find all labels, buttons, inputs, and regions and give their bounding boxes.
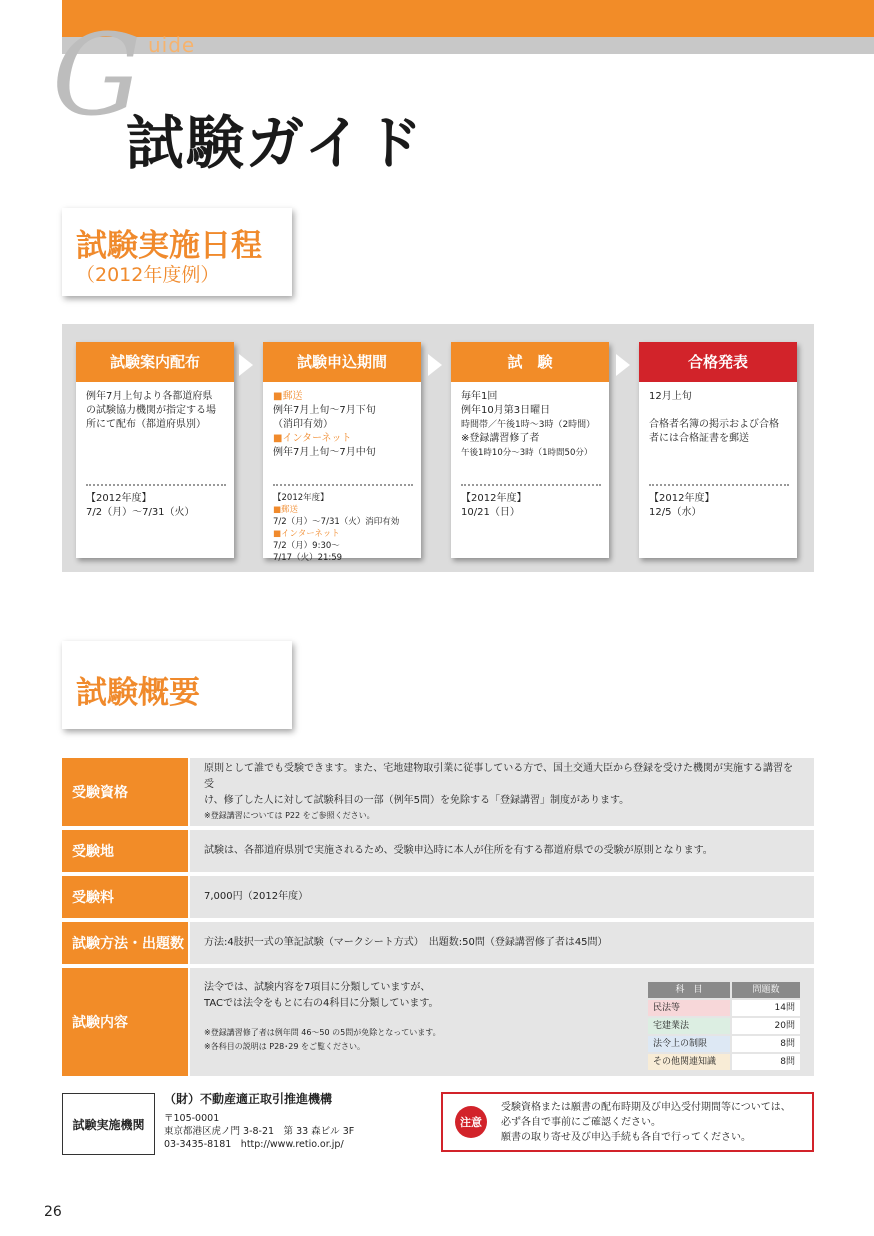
- card-text: 者には合格証書を郵送: [649, 433, 749, 444]
- card-footer: [273, 492, 418, 564]
- card-text: [649, 404, 794, 418]
- row-label: 試験内容: [62, 968, 188, 1076]
- notice-text: [501, 1100, 809, 1145]
- card-text: の試験協力機関が指定する場: [86, 405, 216, 416]
- card-footer: [86, 492, 231, 520]
- card-text: 12月上旬: [649, 391, 692, 402]
- overview-row-eligibility: [62, 758, 814, 826]
- table-row: [648, 1054, 800, 1070]
- overview-heading-box: [62, 641, 292, 729]
- card-heading: 試験申込期間: [263, 342, 421, 382]
- page-title: 試験ガイド: [126, 109, 425, 177]
- notice-line: 受験資格または願書の配布時期及び申込受付期間等については、: [501, 1102, 791, 1113]
- table-header: 問題数: [732, 982, 800, 998]
- count-cell: 14問: [732, 1000, 800, 1016]
- card-text: 合格者名簿の掲示および合格: [649, 419, 779, 430]
- subject-cell: 宅建業法: [648, 1018, 730, 1034]
- row-text: 方法:4肢択一式の筆記試験（マークシート方式） 出題数:50問（登録講習修了者は45問）: [204, 937, 608, 948]
- overview-row-location: [62, 830, 814, 872]
- schedule-card-results: [639, 342, 797, 558]
- organizer-label: 試験実施機関: [62, 1093, 155, 1155]
- schedule-card-application: [263, 342, 421, 563]
- table-row: [648, 1000, 800, 1016]
- row-text: TACでは法令をもとに右の4科目に分類しています。: [204, 998, 439, 1009]
- row-text: 7,000円（2012年度）: [204, 891, 309, 902]
- subject-cell: 民法等: [648, 1000, 730, 1016]
- subject-cell: その他関連知識: [648, 1054, 730, 1070]
- card-text: 例年10月第3日曜日: [461, 405, 551, 416]
- arrow-icon: [616, 354, 630, 376]
- notice-line: 願書の取り寄せ及び申込手続も各自で行ってください。: [501, 1132, 751, 1143]
- dotted-divider: [461, 484, 601, 486]
- card-text: 7/2（月）～7/31（火）消印有効: [273, 517, 400, 527]
- overview-title: 試験概要: [76, 675, 200, 711]
- page-number: 26: [44, 1204, 62, 1220]
- card-text: 7/2（月）～7/31（火）: [86, 507, 195, 518]
- card-heading: 試 験: [451, 342, 609, 382]
- organizer-contact: 03-3435-8181 http://www.retio.or.jp/: [164, 1139, 344, 1150]
- overview-row-content: [62, 968, 814, 1076]
- row-label: 受験資格: [62, 758, 188, 826]
- organizer-info: [164, 1112, 354, 1151]
- card-text: ■インターネット: [273, 529, 340, 539]
- row-label: 受験地: [62, 830, 188, 872]
- row-note: ※登録講習については P22 をご参照ください。: [204, 811, 375, 820]
- row-note: ※登録講習修了者は例年問 46～50 の5問が免除となっています。: [204, 1028, 441, 1037]
- overview-row-fee: [62, 876, 814, 918]
- row-body: [190, 830, 814, 872]
- card-body: [86, 390, 231, 432]
- card-text: 所にて配布（都道府県別）: [86, 419, 206, 430]
- table-header: 科 目: [648, 982, 730, 998]
- schedule-subtitle: （2012年度例）: [76, 264, 220, 286]
- guide-initial-letter: G: [52, 11, 142, 141]
- organizer-postal: 〒105-0001: [164, 1113, 220, 1124]
- card-text: 7/17（火）21:59: [273, 553, 343, 563]
- row-body: [190, 758, 814, 826]
- schedule-heading-box: [62, 208, 292, 296]
- card-text: 午後1時10分～3時（1時間50分）: [461, 448, 593, 458]
- organizer-name: （財）不動産適正取引推進機構: [164, 1092, 333, 1106]
- card-text: 12/5（水）: [649, 507, 702, 518]
- row-text: け、修了した人に対して試験科目の一部（例年5問）を免除する「登録講習」制度があります。: [204, 795, 630, 806]
- card-text: 【2012年度】: [649, 493, 715, 504]
- dotted-divider: [649, 484, 789, 486]
- row-text: 試験は、各都道府県別で実施されるため、受験申込時に本人が住所を有する都道府県での受験が原則となります。: [204, 845, 713, 856]
- count-cell: 8問: [732, 1036, 800, 1052]
- schedule-panel: [62, 324, 814, 572]
- arrow-icon: [428, 354, 442, 376]
- dotted-divider: [86, 484, 226, 486]
- organizer-address: 東京都港区虎ノ門 3-8-21 第 33 森ビル 3F: [164, 1126, 355, 1137]
- row-body: [190, 876, 814, 918]
- schedule-card-distribution: [76, 342, 234, 558]
- subject-table: [646, 980, 802, 1072]
- card-text: 【2012年度】: [461, 493, 527, 504]
- notice-badge: 注意: [455, 1106, 487, 1138]
- dotted-divider: [273, 484, 413, 486]
- card-footer: [461, 492, 606, 520]
- schedule-title: 試験実施日程: [76, 228, 262, 264]
- table-row: [648, 1018, 800, 1034]
- guide-word: uide: [148, 33, 196, 57]
- notice-box: [441, 1092, 814, 1152]
- card-text: ※登録講習修了者: [461, 433, 540, 444]
- subject-cell: 法令上の制限: [648, 1036, 730, 1052]
- card-text: 例年7月上旬より各都道府県: [86, 391, 213, 402]
- card-text: 7/2（月）9:30～: [273, 541, 340, 551]
- schedule-card-exam: [451, 342, 609, 558]
- card-footer: [649, 492, 794, 520]
- card-text: （消印有効）: [273, 419, 333, 430]
- header-orange-bar: [62, 0, 874, 37]
- card-body: [461, 390, 606, 460]
- row-note: ※各科目の説明は P28･29 をご覧ください。: [204, 1042, 365, 1051]
- card-text: ■郵送: [273, 391, 303, 402]
- card-body: [649, 390, 794, 446]
- card-text: 【2012年度】: [273, 493, 329, 503]
- card-text: ■インターネット: [273, 433, 352, 444]
- arrow-icon: [239, 354, 253, 376]
- card-text: ■郵送: [273, 505, 299, 515]
- row-label: 受験料: [62, 876, 188, 918]
- card-heading: 試験案内配布: [76, 342, 234, 382]
- card-heading: 合格発表: [639, 342, 797, 382]
- count-cell: 20問: [732, 1018, 800, 1034]
- row-text: 法令では、試験内容を7項目に分類していますが、: [204, 982, 431, 993]
- row-label: 試験方法・出題数: [62, 922, 188, 964]
- count-cell: 8問: [732, 1054, 800, 1070]
- card-text: 例年7月上旬～7月中旬: [273, 447, 376, 458]
- card-text: 【2012年度】: [86, 493, 152, 504]
- card-body: [273, 390, 418, 460]
- card-text: 時間帯／午後1時～3時（2時間）: [461, 420, 596, 430]
- notice-line: 必ず各自で事前にご確認ください。: [501, 1117, 661, 1128]
- overview-row-method: [62, 922, 814, 964]
- card-text: 毎年1回: [461, 391, 498, 402]
- card-text: 例年7月上旬～7月下旬: [273, 405, 376, 416]
- row-body: [190, 968, 814, 1076]
- row-text: 原則として誰でも受験できます。また、宅地建物取引業に従事している方で、国土交通大臣から登録を受けた機関が実施する講習を受: [204, 763, 793, 790]
- table-row: [648, 1036, 800, 1052]
- row-body: [190, 922, 814, 964]
- card-text: 10/21（日）: [461, 507, 520, 518]
- table-header-row: [648, 982, 800, 998]
